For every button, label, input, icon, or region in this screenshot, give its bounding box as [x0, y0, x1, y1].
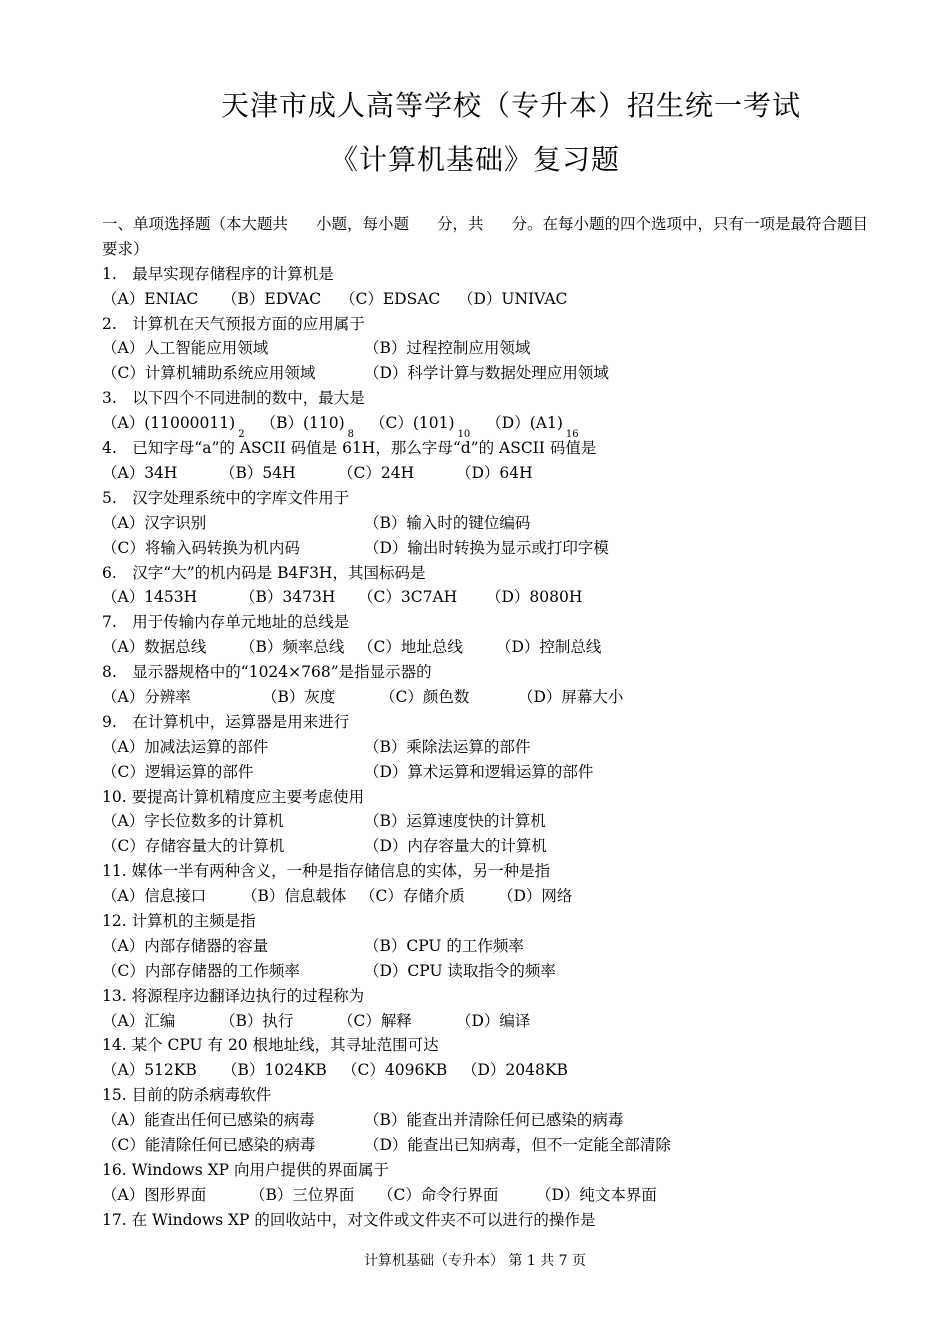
answer-option[interactable]: （C）存储容量大的计算机	[102, 837, 285, 856]
answer-option[interactable]: （A）能查出任何已感染的病毒	[102, 1111, 315, 1130]
question-stem: 17. 在 Windows XP 的回收站中，对文件或文件夹不可以进行的操作是	[102, 1210, 596, 1229]
answer-option[interactable]: （A）内部存储器的容量	[102, 936, 269, 955]
option-row	[102, 536, 872, 561]
base-subscript: 8	[347, 429, 355, 441]
answer-option[interactable]: （A）汇编	[102, 1011, 176, 1030]
answer-option[interactable]: （C）4096KB	[342, 1061, 448, 1080]
option-row	[102, 884, 872, 909]
answer-option[interactable]: （D）(A1)	[486, 414, 563, 433]
option-row	[102, 934, 872, 959]
intro-part-a: 一、单项选择题（本大题共	[102, 215, 289, 233]
question-stem: 10. 要提高计算机精度应主要考虑使用	[102, 787, 365, 806]
option-row	[102, 760, 872, 785]
answer-option[interactable]: （B）乘除法运算的部件	[364, 737, 531, 756]
answer-option[interactable]: （D）科学计算与数据处理应用领域	[364, 364, 609, 383]
question-stem: 14. 某个 CPU 有 20 根地址线，其寻址范围可达	[102, 1036, 439, 1055]
answer-option[interactable]: （A）(11000011)	[102, 414, 236, 433]
answer-option[interactable]: （B）信息载体	[242, 887, 347, 906]
answer-option[interactable]: （B）CPU 的工作频率	[364, 936, 524, 955]
answer-option[interactable]: （C）将输入码转换为机内码	[102, 538, 300, 557]
answer-option[interactable]: （B）输入时的键位编码	[364, 513, 531, 532]
answer-option[interactable]: （A）字长位数多的计算机	[102, 812, 284, 831]
intro-part-d: 分。在每小题的四个选项中，只有一项是最符合题目要求）	[102, 215, 869, 258]
answer-option[interactable]: （B）运算速度快的计算机	[364, 812, 546, 831]
option-row	[102, 1009, 872, 1034]
question-stem: 12. 计算机的主频是指	[102, 911, 256, 930]
answer-option[interactable]: （C）计算机辅助系统应用领域	[102, 364, 316, 383]
question-stem: 11. 媒体一半有两种含义，一种是指存储信息的实体，另一种是指	[102, 862, 551, 881]
answer-option[interactable]: （D）编译	[456, 1011, 531, 1030]
question-stem: 15. 目前的防杀病毒软件	[102, 1086, 272, 1105]
answer-option[interactable]: （C）内部存储器的工作频率	[102, 961, 300, 980]
answer-option[interactable]: （C）能清除任何已感染的病毒	[102, 1135, 316, 1154]
answer-option[interactable]: （A）ENIAC	[102, 289, 199, 308]
question-stem: 7. 用于传输内存单元地址的总线是	[102, 613, 350, 632]
option-row	[102, 1108, 872, 1133]
answer-option[interactable]: （B）54H	[220, 463, 296, 482]
question-stem: 16. Windows XP 向用户提供的界面属于	[102, 1160, 389, 1179]
base-subscript: 2	[238, 429, 245, 441]
option-row	[102, 959, 872, 984]
answer-option[interactable]: （B）能查出并清除任何已感染的病毒	[364, 1111, 624, 1130]
option-row	[102, 336, 872, 361]
option-row	[102, 834, 872, 859]
option-row	[102, 735, 872, 760]
option-row	[102, 585, 872, 610]
question-stem: 9. 在计算机中，运算器是用来进行	[102, 712, 350, 731]
option-row	[102, 461, 872, 486]
question-stem: 1. 最早实现存储程序的计算机是	[102, 264, 334, 283]
option-row	[102, 411, 872, 441]
answer-option[interactable]: （D）CPU 读取指令的频率	[364, 961, 556, 980]
answer-option[interactable]: （D）2048KB	[462, 1061, 568, 1080]
intro-part-b: 小题，每小题	[316, 215, 410, 233]
question-stem: 3. 以下四个不同进制的数中，最大是	[102, 389, 365, 408]
answer-option[interactable]: （B）灰度	[262, 687, 336, 706]
answer-option[interactable]: （D）UNIVAC	[458, 289, 568, 308]
answer-option[interactable]: （C）逻辑运算的部件	[102, 762, 254, 781]
answer-option[interactable]: （C）24H	[338, 463, 415, 482]
option-row	[102, 685, 872, 710]
section-intro	[102, 212, 872, 262]
answer-option[interactable]: （D）纯文本界面	[536, 1185, 657, 1204]
answer-option[interactable]: （B）三位界面	[250, 1185, 355, 1204]
question-stem: 8. 显示器规格中的“1024×768”是指显示器的	[102, 663, 432, 682]
answer-option[interactable]: （A）加减法运算的部件	[102, 737, 269, 756]
answer-option[interactable]: （B）3473H	[240, 588, 336, 607]
option-row	[102, 635, 872, 660]
answer-option[interactable]: （C）(101)	[370, 414, 455, 433]
answer-option[interactable]: （C）颜色数	[380, 687, 470, 706]
answer-option[interactable]: （D）输出时转换为显示或打印字模	[364, 538, 609, 557]
question-stem: 13. 将源程序边翻译边执行的过程称为	[102, 986, 365, 1005]
answer-option[interactable]: （D）网络	[498, 887, 573, 906]
intro-part-c: 分，共	[437, 215, 484, 233]
option-row	[102, 287, 872, 312]
answer-option[interactable]: （A）图形界面	[102, 1185, 207, 1204]
answer-option[interactable]: （A）数据总线	[102, 638, 207, 657]
answer-option[interactable]: （C）EDSAC	[340, 289, 441, 308]
answer-option[interactable]: （A）信息接口	[102, 887, 207, 906]
answer-option[interactable]: （C）3C7AH	[358, 588, 458, 607]
answer-option[interactable]: （B）(110)	[260, 414, 345, 433]
base-subscript: 16	[565, 429, 579, 441]
question-stem: 5. 汉字处理系统中的字库文件用于	[102, 488, 350, 507]
option-row	[102, 361, 872, 386]
option-row	[102, 1058, 872, 1083]
answer-option[interactable]: （D）算术运算和逻辑运算的部件	[364, 762, 594, 781]
answer-option[interactable]: （A）512KB	[102, 1061, 197, 1080]
document-subtitle: 《计算机基础》复习题	[329, 143, 620, 176]
answer-option[interactable]: （C）地址总线	[358, 638, 463, 657]
answer-option[interactable]: （C）解释	[338, 1011, 412, 1030]
option-row	[102, 1133, 872, 1158]
answer-option[interactable]: （B）1024KB	[222, 1061, 327, 1080]
answer-option[interactable]: （C）命令行界面	[378, 1185, 499, 1204]
document-title: 天津市成人高等学校（专升本）招生统一考试	[220, 89, 801, 122]
option-row	[102, 1183, 872, 1208]
question-list	[102, 212, 872, 1233]
answer-option[interactable]: （B）频率总线	[240, 638, 345, 657]
answer-option[interactable]: （B）执行	[220, 1011, 294, 1030]
answer-option[interactable]: （A）34H	[102, 463, 178, 482]
question-stem: 6. 汉字“大”的机内码是 B4F3H，其国标码是	[102, 563, 426, 582]
question-stem: 2. 计算机在天气预报方面的应用属于	[102, 314, 365, 333]
answer-option[interactable]: （D）能查出已知病毒，但不一定能全部清除	[364, 1135, 671, 1154]
answer-option[interactable]: （D）64H	[456, 463, 533, 482]
answer-option[interactable]: （D）屏幕大小	[518, 687, 624, 706]
answer-option[interactable]: （A）分辨率	[102, 687, 191, 706]
answer-option[interactable]: （A）人工智能应用领域	[102, 339, 269, 358]
answer-option[interactable]: （D）内存容量大的计算机	[364, 837, 547, 856]
page-footer: 计算机基础（专升本） 第 1 共 7 页	[363, 1253, 587, 1269]
answer-option[interactable]: （D）控制总线	[496, 638, 602, 657]
answer-option[interactable]: （D）8080H	[486, 588, 583, 607]
option-row	[102, 511, 872, 536]
option-row	[102, 809, 872, 834]
answer-option[interactable]: （A）1453H	[102, 588, 198, 607]
answer-option[interactable]: （B）过程控制应用领域	[364, 339, 531, 358]
answer-option[interactable]: （B）EDVAC	[222, 289, 322, 308]
question-stem: 4. 已知字母“a”的 ASCII 码值是 61H，那么字母“d”的 ASCII 码值是	[102, 439, 597, 458]
answer-option[interactable]: （A）汉字识别	[102, 513, 207, 532]
base-subscript: 10	[457, 429, 471, 441]
answer-option[interactable]: （C）存储介质	[360, 887, 465, 906]
